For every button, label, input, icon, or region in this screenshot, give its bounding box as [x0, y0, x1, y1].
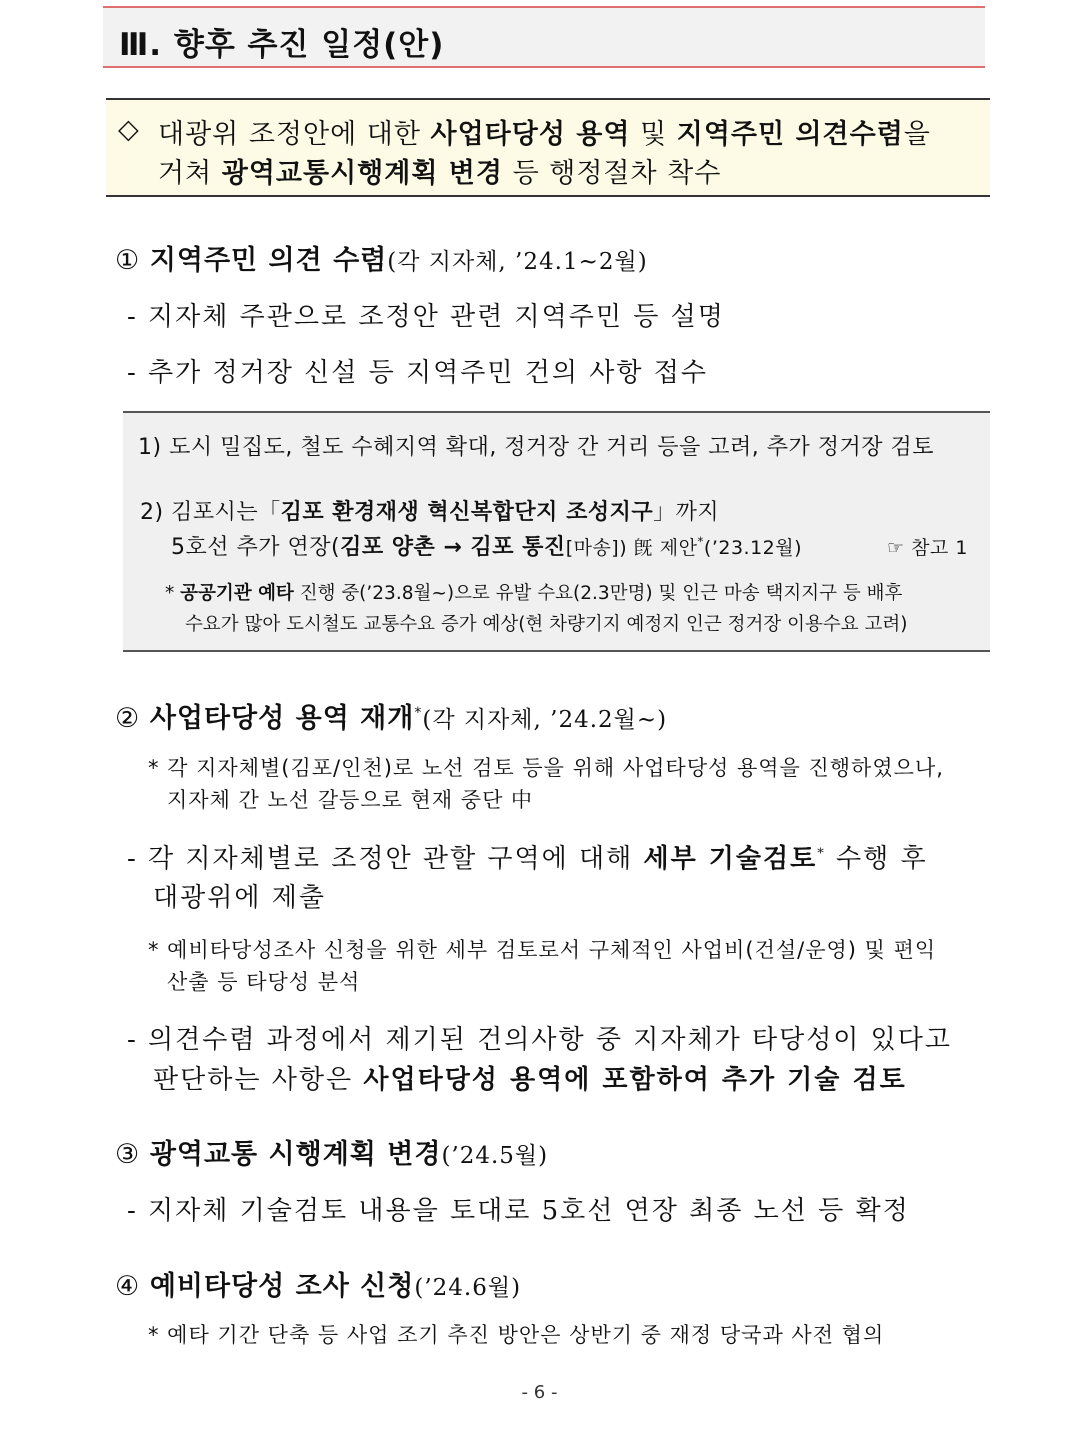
- item4-heading: [115, 1264, 521, 1303]
- item1-bullet-1: - 지자체 주관으로 조정안 관련 지역주민 등 설명: [127, 302, 725, 332]
- item2-bullet-1-cont: 대광위에 제출: [153, 883, 326, 913]
- item3-period: (’24.5월): [441, 1143, 549, 1169]
- box-note-2: 수요가 많아 도시철도 교통수요 증가 예상(현 차량기지 예정지 인근 정거장 이용수요 고려): [185, 614, 908, 635]
- item2-note-b-2: 산출 등 타당성 분석: [167, 970, 361, 994]
- diamond-icon: ◇: [118, 114, 139, 145]
- item1-heading: [115, 238, 648, 277]
- summary-line-2: 거쳐 광역교통시행계획 변경 등 행정절차 착수: [158, 158, 722, 189]
- item2-number: ②: [115, 703, 141, 734]
- item1-title: 지역주민 의견 수렴: [149, 245, 388, 276]
- item1-period: (각 지자체, ’24.1~2월): [387, 249, 648, 275]
- reference-note: ☞ 참고 1: [887, 537, 968, 559]
- item2-period: (각 지자체, ’24.2월~): [422, 707, 668, 733]
- item4-title: 예비타당성 조사 신청: [149, 1271, 415, 1302]
- item3-heading: [115, 1132, 548, 1171]
- item3-bullet-1: - 지자체 기술검토 내용을 토대로 5호선 연장 최종 노선 등 확정: [127, 1196, 910, 1226]
- page-number: - 6 -: [521, 1382, 558, 1403]
- item3-title: 광역교통 시행계획 변경: [149, 1139, 442, 1170]
- item2-title: 사업타당성 용역 재개: [149, 703, 415, 734]
- item2-note-a-2: 지자체 간 노선 갈등으로 현재 중단 中: [167, 788, 534, 812]
- item4-period: (’24.6월): [414, 1275, 522, 1301]
- box-line-3: 5호선 추가 연장(김포 양촌 → 김포 통진[마송]) 旣 제안*(’23.12월): [171, 534, 803, 560]
- box-note-1: * 공공기관 예타 진행 중(’23.8월~)으로 유발 수요(2.3만명) 및 인근 마송 택지지구 등 배후: [165, 583, 903, 604]
- summary-box: [106, 98, 990, 197]
- item2-bullet-2-cont: 판단하는 사항은 사업타당성 용역에 포함하여 추가 기술 검토: [153, 1065, 907, 1095]
- item1-bullet-2: - 추가 정거장 신설 등 지역주민 건의 사항 접수: [127, 358, 708, 388]
- item2-bullet-1: - 각 지자체별로 조정안 관할 구역에 대해 세부 기술검토* 수행 후: [127, 844, 928, 874]
- section-header: [103, 6, 985, 68]
- item4-number: ④: [115, 1271, 141, 1302]
- item2-bullet-2: - 의견수렴 과정에서 제기된 건의사항 중 지자체가 타당성이 있다고: [127, 1025, 953, 1055]
- section-title: Ⅲ. 향후 추진 일정(안): [119, 27, 445, 63]
- box-line-1: 1) 도시 밀집도, 철도 수혜지역 확대, 정거장 간 거리 등을 고려, 추가 정거장 검토: [138, 435, 935, 460]
- summary-line-1: 대광위 조정안에 대한 사업타당성 용역 및 지역주민 의견수렴을: [158, 119, 931, 150]
- item1-number: ①: [115, 245, 141, 276]
- consideration-box: [123, 411, 990, 652]
- item2-heading: ② 사업타당성 용역 재개*(각 지자체, ’24.2월~): [115, 703, 668, 734]
- item4-note: * 예타 기간 단축 등 사업 조기 추진 방안은 상반기 중 재정 당국과 사전 협의: [148, 1323, 885, 1347]
- item3-number: ③: [115, 1139, 141, 1170]
- item2-note-a-1: * 각 지자체별(김포/인천)로 노선 검토 등을 위해 사업타당성 용역을 진행하였으나,: [148, 756, 944, 780]
- item2-note-b-1: * 예비타당성조사 신청을 위한 세부 검토로서 구체적인 사업비(건설/운영) 및 편익: [148, 938, 937, 962]
- box-line-2: 2) 김포시는「김포 환경재생 혁신복합단지 조성지구」까지: [140, 500, 720, 525]
